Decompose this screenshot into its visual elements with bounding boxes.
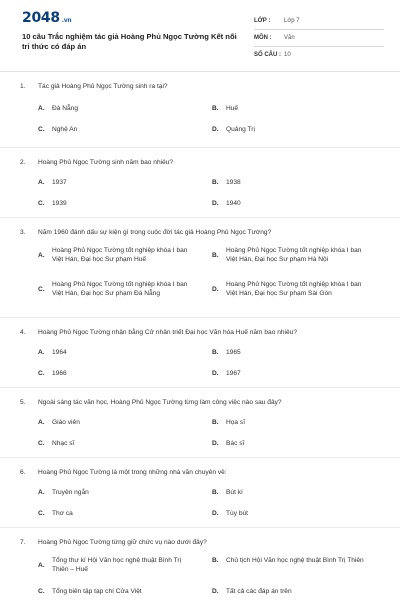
- option-text: Đà Nẵng: [52, 105, 79, 112]
- option-letter: D.: [212, 126, 219, 133]
- option-text: 1967: [226, 370, 241, 377]
- answer-option-c[interactable]: [38, 439, 74, 448]
- option-letter: C.: [38, 510, 45, 517]
- meta-label: MÔN :: [254, 35, 272, 41]
- answer-option-d[interactable]: [212, 587, 292, 596]
- answer-option-a[interactable]: [38, 556, 194, 574]
- question-text: [20, 468, 380, 477]
- answer-option-d[interactable]: [212, 369, 241, 378]
- question-item: [0, 72, 400, 148]
- option-letter: C.: [38, 285, 45, 293]
- option-text: Thơ ca: [52, 510, 73, 517]
- site-logo[interactable]: [22, 10, 71, 26]
- meta-value: Văn: [284, 35, 295, 41]
- answer-option-c[interactable]: [38, 509, 73, 518]
- answer-option-d[interactable]: [212, 125, 255, 134]
- question-number: 5.: [20, 399, 26, 406]
- option-letter: C.: [38, 200, 45, 207]
- option-letter: B.: [212, 349, 219, 356]
- question-item: [0, 218, 400, 318]
- answer-option-c[interactable]: [38, 369, 67, 378]
- page-header: [0, 0, 400, 72]
- option-text: Bút kí: [226, 489, 243, 496]
- question-text: [20, 82, 380, 91]
- option-letter: D.: [212, 588, 219, 595]
- question-item: [0, 458, 400, 528]
- option-text: Tất cả các đáp án trên: [226, 588, 292, 595]
- option-text: Hoàng Phủ Ngọc Tường tốt nghiệp khóa I ban Việt Hán, Đại học Sư phạm Hà Nội: [226, 247, 362, 263]
- option-text: Họa sĩ: [226, 419, 246, 426]
- answer-option-b[interactable]: [212, 488, 243, 497]
- question-number: 7.: [20, 539, 26, 546]
- option-text: 1965: [226, 349, 241, 356]
- question-text: [20, 228, 380, 237]
- option-text: Chủ tịch Hội Văn học nghệ thuật Bình Trị Thiên: [226, 557, 364, 564]
- option-letter: A.: [38, 179, 45, 186]
- question-label: Hoàng Phủ Ngọc Tường sinh năm bao nhiêu?: [38, 159, 174, 166]
- option-letter: C.: [38, 440, 45, 447]
- question-label: Năm 1960 đánh dấu sự kiện gì trong cuộc đời tác giả Hoàng Phủ Ngọc Tường?: [38, 229, 272, 236]
- option-letter: C.: [38, 126, 45, 133]
- option-letter: B.: [212, 105, 219, 112]
- option-text: 1938: [226, 179, 241, 186]
- option-text: Hoàng Phủ Ngọc Tường tốt nghiệp khóa I ban Việt Hán, Đại học Sư phạm Huế: [52, 247, 188, 263]
- option-text: Tổng biên tập tạp chí Cửa Việt: [52, 588, 142, 595]
- answer-option-a[interactable]: [38, 246, 194, 264]
- option-letter: A.: [38, 105, 45, 112]
- answer-option-b[interactable]: [212, 418, 245, 427]
- meta-value: Lớp 7: [284, 18, 300, 24]
- option-letter: D.: [212, 510, 219, 517]
- option-text: Truyện ngắn: [52, 489, 89, 496]
- option-text: Bác sĩ: [226, 440, 245, 447]
- question-item: [0, 148, 400, 218]
- meta-row-subject: [254, 30, 384, 47]
- option-letter: D.: [212, 440, 219, 447]
- option-letter: D.: [212, 285, 219, 293]
- question-text: [20, 328, 380, 337]
- option-text: Tùy bút: [226, 510, 248, 517]
- option-letter: A.: [38, 561, 45, 569]
- quiz-meta-box: [254, 13, 384, 63]
- logo-domain-text: .vn: [61, 17, 72, 24]
- page-title: 10 câu Trắc nghiệm tác giả Hoàng Phủ Ngọc Tường Kết nối tri thức có đáp án: [22, 32, 237, 51]
- option-text: Quảng Trị: [226, 126, 255, 133]
- option-text: 1939: [52, 200, 67, 207]
- option-letter: A.: [38, 419, 45, 426]
- question-label: Ngoài sáng tác văn học, Hoàng Phủ Ngọc Tường từng làm công việc nào sau đây?: [38, 399, 282, 406]
- answer-option-c[interactable]: [38, 587, 142, 596]
- answer-option-b[interactable]: [212, 178, 241, 187]
- answer-option-d[interactable]: [212, 280, 368, 298]
- question-label: Hoàng Phủ Ngọc Tường nhận bằng Cử nhân triết Đại học Văn hóa Huế năm bao nhiêu?: [38, 329, 298, 336]
- logo-main-text: 2048: [22, 10, 60, 26]
- answer-option-b[interactable]: [212, 348, 241, 357]
- option-letter: B.: [212, 557, 219, 564]
- answer-option-b[interactable]: [212, 246, 368, 264]
- question-text: [20, 398, 380, 407]
- question-number: 4.: [20, 329, 26, 336]
- option-letter: B.: [212, 179, 219, 186]
- question-label: Tác giả Hoàng Phủ Ngọc Tường sinh ra tại?: [38, 83, 168, 90]
- answer-option-a[interactable]: [38, 178, 67, 187]
- option-text: Hoàng Phủ Ngọc Tường tốt nghiệp khóa I ban Việt Hán, Đại học Sư phạm Sài Gòn: [226, 281, 362, 297]
- option-text: 1966: [52, 370, 67, 377]
- meta-row-class: [254, 13, 384, 30]
- answer-option-a[interactable]: [38, 418, 80, 427]
- option-letter: B.: [212, 489, 219, 496]
- question-number: 3.: [20, 229, 26, 236]
- option-letter: A.: [38, 349, 45, 356]
- meta-row-count: [254, 47, 384, 63]
- option-letter: C.: [38, 370, 45, 377]
- answer-option-d[interactable]: [212, 199, 241, 208]
- option-letter: C.: [38, 588, 45, 595]
- option-text: Hoàng Phủ Ngọc Tường tốt nghiệp khóa I ban Việt Hán, Đại học Sư phạm Đà Nẵng: [52, 281, 188, 297]
- answer-option-b[interactable]: [212, 104, 238, 113]
- option-letter: D.: [212, 200, 219, 207]
- meta-label: SỐ CÂU :: [254, 52, 281, 58]
- answer-option-b[interactable]: [212, 556, 368, 565]
- answer-option-c[interactable]: [38, 199, 67, 208]
- question-label: Hoàng Phủ Ngọc Tường là một trong những nhà văn chuyên về:: [38, 469, 227, 476]
- question-label: Hoàng Phủ Ngọc Tường từng giữ chức vụ nào dưới đây?: [38, 539, 207, 546]
- answer-option-c[interactable]: [38, 125, 77, 134]
- option-letter: D.: [212, 370, 219, 377]
- option-text: Huế: [226, 105, 239, 112]
- question-item: [0, 318, 400, 388]
- answer-option-a[interactable]: [38, 348, 67, 357]
- question-item: [0, 388, 400, 458]
- question-number: 2.: [20, 159, 26, 166]
- answer-option-d[interactable]: [212, 439, 244, 448]
- question-number: 6.: [20, 469, 26, 476]
- meta-value: 10: [284, 52, 291, 58]
- option-letter: B.: [212, 251, 219, 259]
- option-text: Giáo viên: [52, 419, 80, 426]
- answer-option-d[interactable]: [212, 509, 248, 518]
- question-number: 1.: [20, 83, 26, 90]
- option-text: Nghệ An: [52, 126, 78, 133]
- option-text: 1937: [52, 179, 67, 186]
- answer-option-a[interactable]: [38, 104, 78, 113]
- meta-label: LỚP :: [254, 18, 271, 24]
- question-text: [20, 538, 380, 547]
- option-letter: A.: [38, 489, 45, 496]
- option-text: 1940: [226, 200, 241, 207]
- question-item: [0, 528, 400, 602]
- question-text: [20, 158, 380, 167]
- option-text: 1964: [52, 349, 67, 356]
- answer-option-c[interactable]: [38, 280, 194, 298]
- option-letter: A.: [38, 251, 45, 259]
- question-list: [0, 72, 400, 602]
- option-text: Nhạc sĩ: [52, 440, 75, 447]
- option-text: Tổng thư kí Hội Văn học nghệ thuật Bình Trị Thiên – Huế: [52, 557, 182, 573]
- option-letter: B.: [212, 419, 219, 426]
- answer-option-a[interactable]: [38, 488, 89, 497]
